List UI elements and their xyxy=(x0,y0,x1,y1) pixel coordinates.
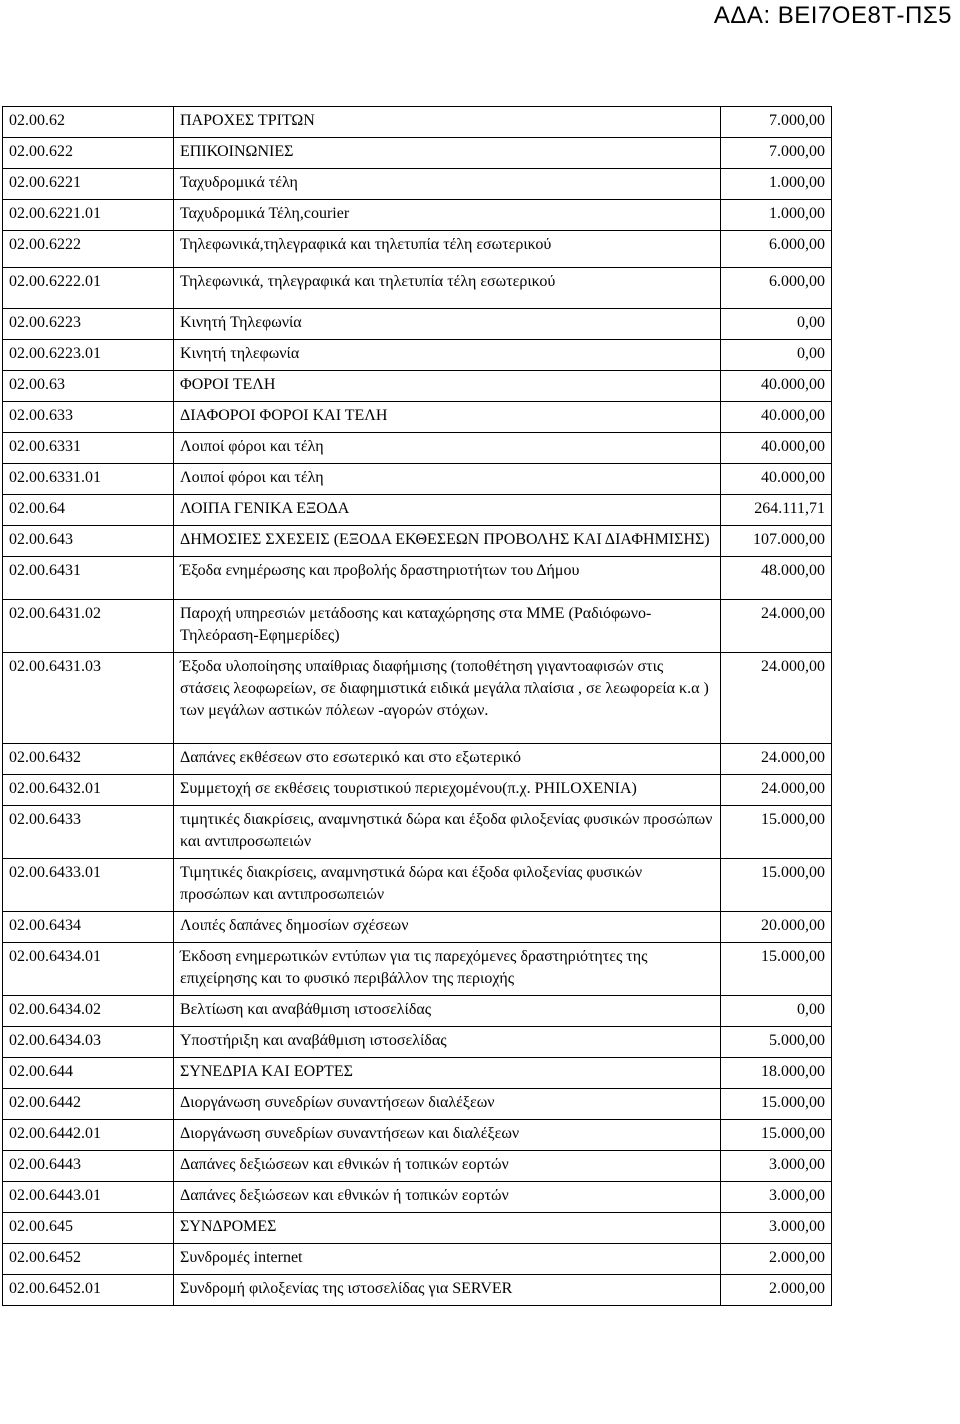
table-row xyxy=(3,943,832,996)
table-row xyxy=(3,1027,832,1058)
row-description: ΣΥΝΕΔΡΙΑ ΚΑΙ ΕΟΡΤΕΣ xyxy=(174,1058,721,1089)
row-amount: 0,00 xyxy=(721,309,832,340)
row-amount: 2.000,00 xyxy=(721,1275,832,1306)
table-row xyxy=(3,1213,832,1244)
table-row xyxy=(3,138,832,169)
table-row xyxy=(3,340,832,371)
table-row xyxy=(3,433,832,464)
row-amount: 40.000,00 xyxy=(721,402,832,433)
row-description: τιμητικές διακρίσεις, αναμνηστικά δώρα και έξοδα φιλοξενίας φυσικών προσώπων και αντιπροσωπειών xyxy=(174,806,721,859)
table-row xyxy=(3,464,832,495)
row-code: 02.00.6433.01 xyxy=(3,859,174,912)
table-row xyxy=(3,859,832,912)
row-amount: 2.000,00 xyxy=(721,1244,832,1275)
row-code: 02.00.64 xyxy=(3,495,174,526)
table-row xyxy=(3,1275,832,1306)
row-amount: 3.000,00 xyxy=(721,1213,832,1244)
row-amount: 7.000,00 xyxy=(721,107,832,138)
row-code: 02.00.6431.02 xyxy=(3,600,174,653)
table-row xyxy=(3,371,832,402)
row-description: Συνδρομές internet xyxy=(174,1244,721,1275)
row-description: Τιμητικές διακρίσεις, αναμνηστικά δώρα και έξοδα φιλοξενίας φυσικών προσώπων και αντιπροσωπειών xyxy=(174,859,721,912)
row-description: Δαπάνες δεξιώσεων και εθνικών ή τοπικών εορτών xyxy=(174,1182,721,1213)
row-description: Ταχυδρομικά τέλη xyxy=(174,169,721,200)
row-code: 02.00.6331 xyxy=(3,433,174,464)
row-code: 02.00.6431.03 xyxy=(3,653,174,744)
row-code: 02.00.6433 xyxy=(3,806,174,859)
row-description: Ταχυδρομικά Τέλη,courier xyxy=(174,200,721,231)
table-row xyxy=(3,1120,832,1151)
table-row xyxy=(3,495,832,526)
row-code: 02.00.6223.01 xyxy=(3,340,174,371)
table-row xyxy=(3,996,832,1027)
row-amount: 1.000,00 xyxy=(721,169,832,200)
row-amount: 15.000,00 xyxy=(721,806,832,859)
row-code: 02.00.6442.01 xyxy=(3,1120,174,1151)
row-description: Κινητή Τηλεφωνία xyxy=(174,309,721,340)
row-code: 02.00.6434.02 xyxy=(3,996,174,1027)
row-description: ΠΑΡΟΧΕΣ ΤΡΙΤΩΝ xyxy=(174,107,721,138)
row-description: Λοιποί φόροι και τέλη xyxy=(174,464,721,495)
table-row xyxy=(3,231,832,268)
row-amount: 264.111,71 xyxy=(721,495,832,526)
table-row xyxy=(3,557,832,600)
row-amount: 0,00 xyxy=(721,996,832,1027)
row-description: ΕΠΙΚΟΙΝΩΝΙΕΣ xyxy=(174,138,721,169)
row-code: 02.00.62 xyxy=(3,107,174,138)
row-amount: 48.000,00 xyxy=(721,557,832,600)
budget-table-body xyxy=(3,107,832,1306)
row-description: Παροχή υπηρεσιών μετάδοσης και καταχώρησης στα ΜΜΕ (Ραδιόφωνο-Τηλεόραση-Εφημερίδες) xyxy=(174,600,721,653)
row-code: 02.00.6431 xyxy=(3,557,174,600)
row-code: 02.00.643 xyxy=(3,526,174,557)
row-code: 02.00.645 xyxy=(3,1213,174,1244)
row-code: 02.00.6434.01 xyxy=(3,943,174,996)
row-code: 02.00.644 xyxy=(3,1058,174,1089)
row-code: 02.00.6221.01 xyxy=(3,200,174,231)
row-description: Βελτίωση και αναβάθμιση ιστοσελίδας xyxy=(174,996,721,1027)
row-amount: 40.000,00 xyxy=(721,464,832,495)
row-code: 02.00.6434 xyxy=(3,912,174,943)
ada-identifier: ΑΔΑ: ΒΕΙ7ΟΕ8Τ-ΠΣ5 xyxy=(713,2,952,29)
row-code: 02.00.6452 xyxy=(3,1244,174,1275)
row-amount: 1.000,00 xyxy=(721,200,832,231)
table-row xyxy=(3,107,832,138)
table-row xyxy=(3,169,832,200)
row-description: Διοργάνωση συνεδρίων συναντήσεων και διαλέξεων xyxy=(174,1120,721,1151)
table-row xyxy=(3,653,832,744)
row-amount: 0,00 xyxy=(721,340,832,371)
table-row xyxy=(3,600,832,653)
row-amount: 15.000,00 xyxy=(721,859,832,912)
row-description: Κινητή τηλεφωνία xyxy=(174,340,721,371)
table-row xyxy=(3,309,832,340)
table-row xyxy=(3,1244,832,1275)
row-code: 02.00.6443 xyxy=(3,1151,174,1182)
row-code: 02.00.6452.01 xyxy=(3,1275,174,1306)
row-amount: 24.000,00 xyxy=(721,600,832,653)
row-description: ΛΟΙΠΑ ΓΕΝΙΚΑ ΕΞΟΔΑ xyxy=(174,495,721,526)
row-code: 02.00.6222.01 xyxy=(3,268,174,309)
row-amount: 24.000,00 xyxy=(721,744,832,775)
table-row xyxy=(3,268,832,309)
row-description: Υποστήριξη και αναβάθμιση ιστοσελίδας xyxy=(174,1027,721,1058)
table-row xyxy=(3,775,832,806)
row-code: 02.00.6434.03 xyxy=(3,1027,174,1058)
row-amount: 3.000,00 xyxy=(721,1182,832,1213)
row-code: 02.00.6331.01 xyxy=(3,464,174,495)
row-description: Έξοδα υλοποίησης υπαίθριας διαφήμισης (τοποθέτηση γιγαντοαφισών στις στάσεις λεοφωρείων, σε διαφημιστικά ειδικά μεγάλα πλαίσια , σε λεωφορεία κ.α ) των μεγάλων αστικών πόλεων -αγορών στόχων. xyxy=(174,653,721,744)
table-row xyxy=(3,912,832,943)
row-code: 02.00.6443.01 xyxy=(3,1182,174,1213)
row-description: ΦΟΡΟΙ ΤΕΛΗ xyxy=(174,371,721,402)
row-description: Έκδοση ενημερωτικών εντύπων για τις παρεχόμενες δραστηριότητες της επιχείρησης και το φυσικό περιβάλλον της περιοχής xyxy=(174,943,721,996)
budget-table xyxy=(2,106,832,1306)
row-description: ΣΥΝΔΡΟΜΕΣ xyxy=(174,1213,721,1244)
row-amount: 107.000,00 xyxy=(721,526,832,557)
table-row xyxy=(3,1182,832,1213)
row-code: 02.00.6442 xyxy=(3,1089,174,1120)
row-code: 02.00.6432.01 xyxy=(3,775,174,806)
row-description: Λοιπές δαπάνες δημοσίων σχέσεων xyxy=(174,912,721,943)
row-code: 02.00.63 xyxy=(3,371,174,402)
row-description: Λοιποί φόροι και τέλη xyxy=(174,433,721,464)
row-description: Δαπάνες δεξιώσεων και εθνικών ή τοπικών εορτών xyxy=(174,1151,721,1182)
row-description: Τηλεφωνικά,τηλεγραφικά και τηλετυπία τέλη εσωτερικού xyxy=(174,231,721,268)
table-row xyxy=(3,744,832,775)
row-description: Τηλεφωνικά, τηλεγραφικά και τηλετυπία τέλη εσωτερικού xyxy=(174,268,721,309)
row-code: 02.00.6223 xyxy=(3,309,174,340)
table-row xyxy=(3,1151,832,1182)
table-row xyxy=(3,806,832,859)
row-code: 02.00.6432 xyxy=(3,744,174,775)
row-amount: 15.000,00 xyxy=(721,943,832,996)
row-description: Συνδρομή φιλοξενίας της ιστοσελίδας για SERVER xyxy=(174,1275,721,1306)
table-row xyxy=(3,1058,832,1089)
row-amount: 3.000,00 xyxy=(721,1151,832,1182)
table-row xyxy=(3,1089,832,1120)
row-amount: 24.000,00 xyxy=(721,653,832,744)
row-code: 02.00.6222 xyxy=(3,231,174,268)
row-amount: 6.000,00 xyxy=(721,268,832,309)
row-code: 02.00.633 xyxy=(3,402,174,433)
row-amount: 7.000,00 xyxy=(721,138,832,169)
row-description: ΔΗΜΟΣΙΕΣ ΣΧΕΣΕΙΣ (ΕΞΟΔΑ ΕΚΘΕΣΕΩΝ ΠΡΟΒΟΛΗΣ ΚΑΙ ΔΙΑΦΗΜΙΣΗΣ) xyxy=(174,526,721,557)
row-amount: 20.000,00 xyxy=(721,912,832,943)
row-amount: 40.000,00 xyxy=(721,433,832,464)
row-amount: 40.000,00 xyxy=(721,371,832,402)
table-row xyxy=(3,526,832,557)
table-row xyxy=(3,402,832,433)
row-amount: 15.000,00 xyxy=(721,1120,832,1151)
table-row xyxy=(3,200,832,231)
row-description: Έξοδα ενημέρωσης και προβολής δραστηριοτήτων του Δήμου xyxy=(174,557,721,600)
row-amount: 6.000,00 xyxy=(721,231,832,268)
row-amount: 18.000,00 xyxy=(721,1058,832,1089)
row-amount: 15.000,00 xyxy=(721,1089,832,1120)
row-description: ΔΙΑΦΟΡΟΙ ΦΟΡΟΙ ΚΑΙ ΤΕΛΗ xyxy=(174,402,721,433)
row-code: 02.00.622 xyxy=(3,138,174,169)
row-amount: 24.000,00 xyxy=(721,775,832,806)
row-description: Δαπάνες εκθέσεων στο εσωτερικό και στο εξωτερικό xyxy=(174,744,721,775)
row-amount: 5.000,00 xyxy=(721,1027,832,1058)
row-description: Διοργάνωση συνεδρίων συναντήσεων διαλέξεων xyxy=(174,1089,721,1120)
row-description: Συμμετοχή σε εκθέσεις τουριστικού περιεχομένου(π.χ. PHILOXENIA) xyxy=(174,775,721,806)
row-code: 02.00.6221 xyxy=(3,169,174,200)
